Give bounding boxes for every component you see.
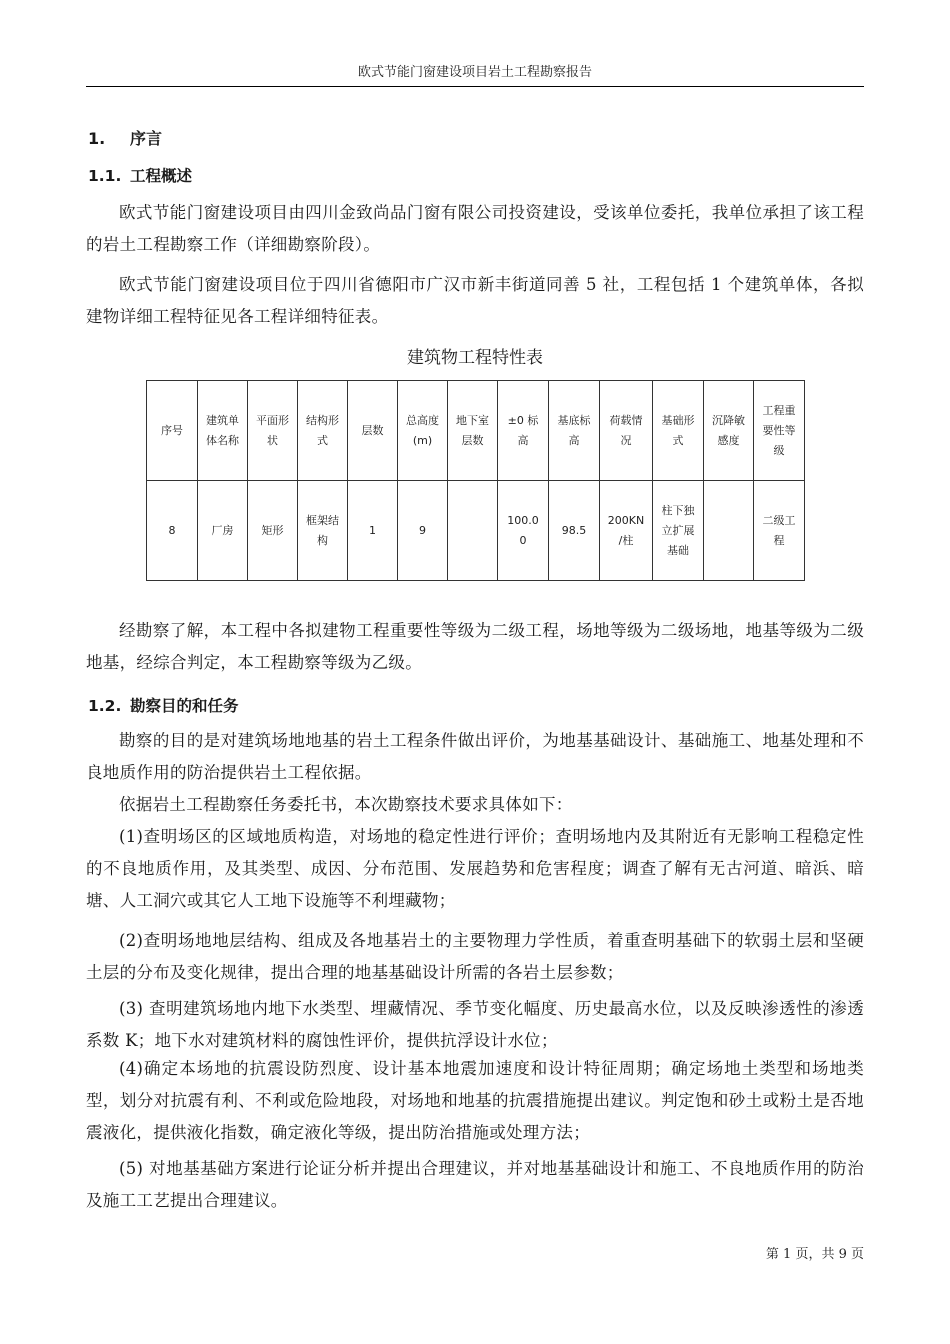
header-cell: ±0 标高 [498, 381, 549, 481]
list-item-5: (5) 对地基基础方案进行论证分析并提出合理建议，并对地基基础设计和施工、不良地质作用的防治及施工工艺提出合理建议。 [86, 1159, 864, 1210]
header-cell: 序号 [147, 381, 198, 481]
header-cell: 荷载情况 [600, 381, 653, 481]
header-cell: 总高度(m) [398, 381, 448, 481]
table-cell: 厂房 [198, 481, 248, 581]
building-spec-table [146, 380, 805, 581]
paragraph-grade-summary: 经勘察了解，本工程中各拟建物工程重要性等级为二级工程，场地等级为二级场地，地基等级为二级地基，经综合判定，本工程勘察等级为乙级。 [86, 621, 864, 672]
heading-section-1-1 [88, 164, 192, 186]
heading-number: 1. [88, 129, 106, 148]
table-cell: 9 [398, 481, 448, 581]
paragraph-project-overview: 欧式节能门窗建设项目由四川金致尚品门窗有限公司投资建设，受该单位委托，我单位承担了该工程的岩土工程勘察工作（详细勘察阶段）。 [86, 203, 864, 254]
header-cell: 层数 [348, 381, 398, 481]
paragraph-requirements-intro: 依据岩土工程勘察任务委托书，本次勘察技术要求具体如下： [119, 795, 573, 814]
heading-number: 1.2. [88, 697, 122, 715]
header-title: 欧式节能门窗建设项目岩土工程勘察报告 [357, 65, 592, 80]
page-footer [766, 1243, 864, 1262]
heading-number: 1.1. [88, 167, 122, 185]
page-header [86, 58, 864, 87]
page-number: 第 1 页，共 9 页 [765, 1247, 864, 1262]
table-caption: 建筑物工程特性表 [407, 348, 543, 368]
heading-section-1-2 [88, 694, 239, 716]
table-cell: 200KN/柱 [600, 481, 653, 581]
table-cell: 8 [147, 481, 198, 581]
header-cell: 结构形式 [298, 381, 348, 481]
header-cell: 地下室层数 [448, 381, 498, 481]
paragraph-project-location: 欧式节能门窗建设项目位于四川省德阳市广汉市新丰街道同善 5 社，工程包括 1 个建筑单体，各拟建物详细工程特征见各工程详细特征表。 [86, 275, 864, 326]
table-cell: 框架结构 [298, 481, 348, 581]
heading-title: 序言 [130, 129, 163, 148]
list-item-1: (1)查明场区的区域地质构造，对场地的稳定性进行评价；查明场地内及其附近有无影响工程稳定性的不良地质作用，及其类型、成因、分布范围、发展趋势和危害程度；调查了解有无古河道、暗浜、暗塘、人工洞穴或其它人工地下设施等不利埋藏物； [86, 827, 864, 910]
table-cell: 100.00 [498, 481, 549, 581]
list-item-3: (3) 查明建筑场地内地下水类型、埋藏情况、季节变化幅度、历史最高水位，以及反映渗透性的渗透系数 K；地下水对建筑材料的腐蚀性评价，提供抗浮设计水位； [86, 999, 864, 1050]
list-item-4: (4)确定本场地的抗震设防烈度、设计基本地震加速度和设计特征周期；确定场地土类型和场地类型，划分对抗震有利、不利或危险地段，对场地和地基的抗震措施提出建议。判定饱和砂土或粉土是否地震液化，提供液化指数，确定液化等级，提出防治措施或处理方法； [86, 1059, 864, 1142]
paragraph-survey-purpose: 勘察的目的是对建筑场地地基的岩土工程条件做出评价，为地基基础设计、基础施工、地基处理和不良地质作用的防治提供岩土工程依据。 [86, 731, 864, 782]
table-cell: 矩形 [248, 481, 298, 581]
header-cell: 建筑单体名称 [198, 381, 248, 481]
header-cell: 基础形式 [653, 381, 704, 481]
table-cell [448, 481, 498, 581]
heading-section-1 [88, 126, 162, 149]
header-cell: 平面形状 [248, 381, 298, 481]
heading-title: 勘察目的和任务 [130, 697, 239, 715]
header-cell: 沉降敏感度 [704, 381, 754, 481]
table-header-row [147, 381, 805, 481]
list-item-2: (2)查明场地地层结构、组成及各地基岩土的主要物理力学性质，着重查明基础下的软弱土层和坚硬土层的分布及变化规律，提出合理的地基基础设计所需的各岩土层参数； [86, 931, 864, 982]
table-row [147, 481, 805, 581]
heading-title: 工程概述 [130, 167, 193, 185]
table-cell: 98.5 [549, 481, 600, 581]
header-cell: 基底标高 [549, 381, 600, 481]
table-cell: 柱下独立扩展基础 [653, 481, 704, 581]
header-cell: 工程重要性等级 [754, 381, 805, 481]
table-cell: 二级工程 [754, 481, 805, 581]
table-cell: 1 [348, 481, 398, 581]
table-cell [704, 481, 754, 581]
